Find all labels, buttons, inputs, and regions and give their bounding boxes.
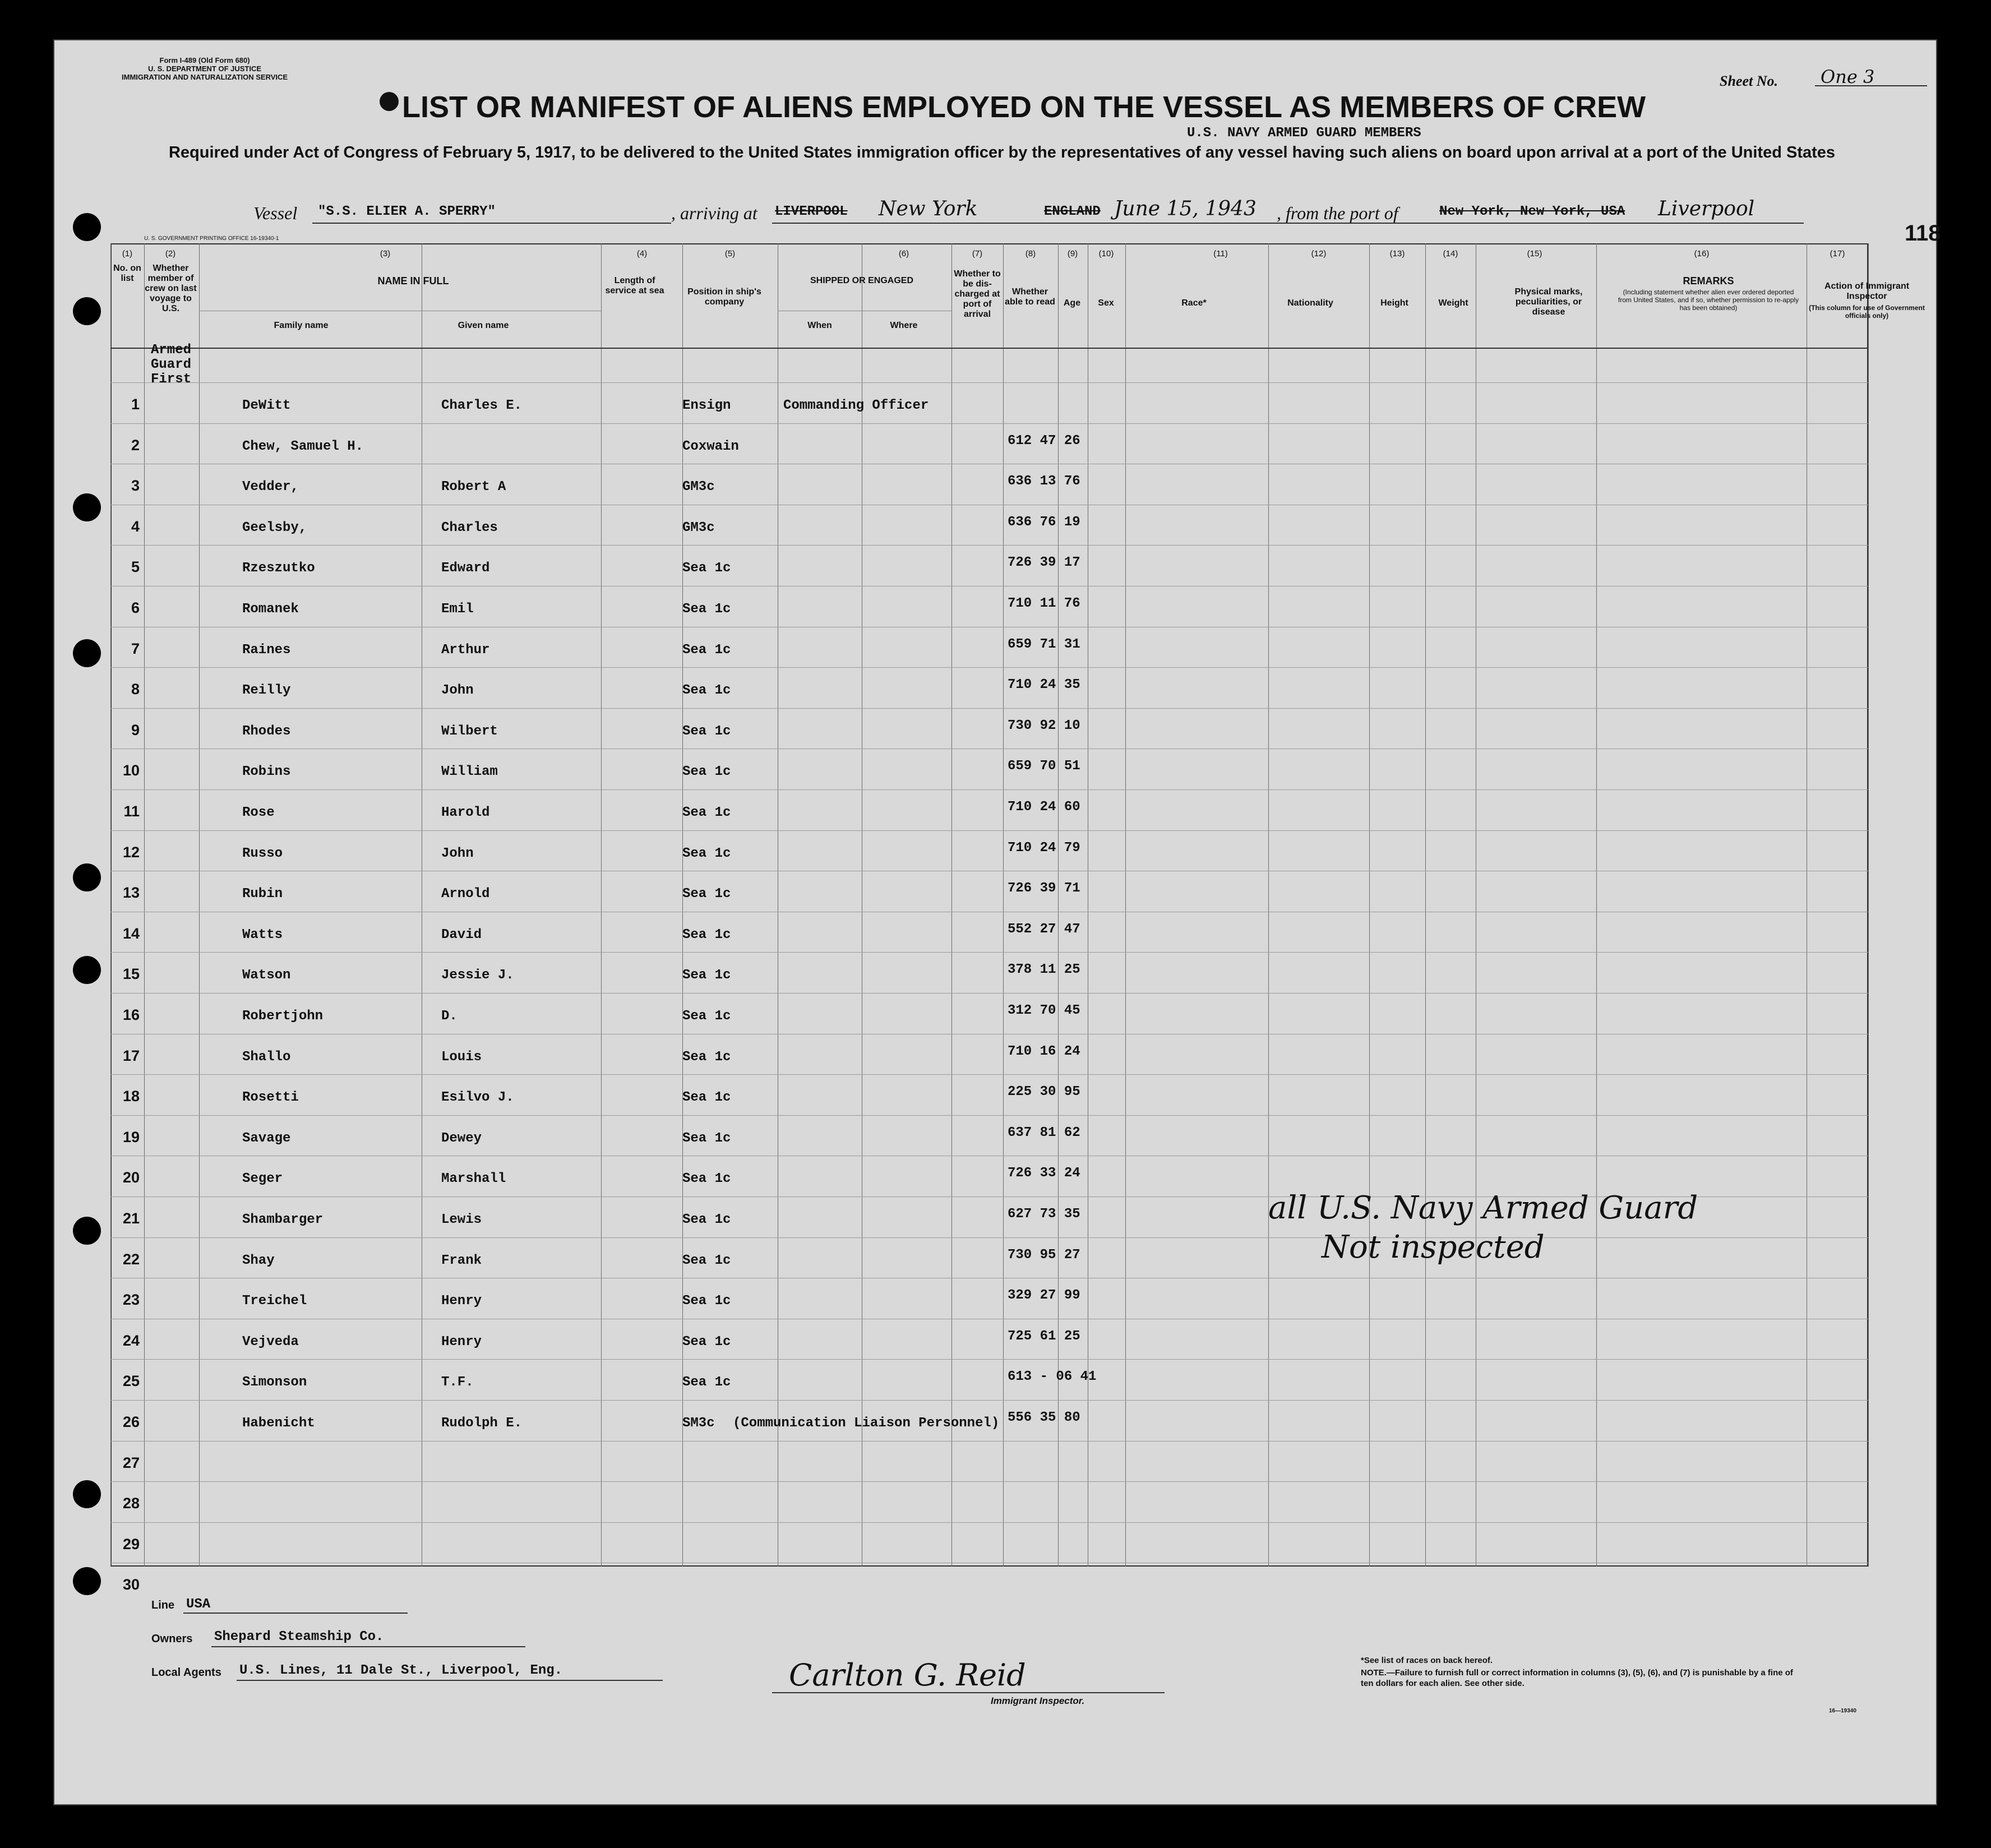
family-name: Shambarger <box>242 1212 324 1227</box>
service-number: 552 27 47 <box>1008 921 1080 937</box>
header-position: Position in ship's company <box>687 287 761 307</box>
position: Sea 1c <box>682 1375 731 1390</box>
races-note: *See list of races on back hereof. <box>1361 1656 1493 1665</box>
service-number: 659 70 51 <box>1008 759 1080 774</box>
row-number: 7 <box>131 640 140 657</box>
row-rule <box>110 667 1868 668</box>
service-number: 636 76 19 <box>1008 514 1080 530</box>
family-name: Vedder, <box>242 479 299 495</box>
family-name: Watson <box>242 968 291 983</box>
position: Sea 1c <box>682 1253 731 1268</box>
sheet-label: Sheet No. <box>1720 73 1778 89</box>
row-number: 10 <box>122 762 140 779</box>
family-name: Raines <box>242 642 291 658</box>
sheet-underline <box>1815 85 1927 86</box>
service-number: 659 71 31 <box>1008 636 1080 652</box>
row-number: 3 <box>131 477 140 495</box>
row-rule <box>110 1359 1868 1360</box>
family-name: Simonson <box>242 1375 307 1390</box>
family-name: Romanek <box>242 602 299 617</box>
position: Sea 1c <box>682 1009 731 1024</box>
given-name: Rudolph E. <box>441 1416 523 1431</box>
signature-underline <box>772 1692 1165 1693</box>
service-number: 637 81 62 <box>1008 1125 1080 1140</box>
row-number: 12 <box>122 843 140 861</box>
row-number: 30 <box>122 1576 140 1593</box>
family-name: Shallo <box>242 1049 291 1065</box>
from-port-typed: New York, New York, USA <box>1439 204 1625 219</box>
family-name: Robertjohn <box>242 1009 324 1024</box>
form-number-label: Form I-489 (Old Form 680) <box>159 56 250 64</box>
service-number: 710 24 60 <box>1008 800 1080 815</box>
header-nationality: Nationality <box>1287 298 1333 308</box>
from-port-label: , from the port of <box>1277 203 1398 223</box>
column-number: (7) <box>972 249 983 258</box>
position: Sea 1c <box>682 1171 731 1187</box>
column-rule <box>1596 243 1597 1567</box>
position: Sea 1c <box>682 1049 731 1065</box>
header-shipped-engaged: SHIPPED OR ENGAGED <box>810 276 914 285</box>
service-number: 556 35 80 <box>1008 1410 1080 1425</box>
position: Sea 1c <box>682 683 731 699</box>
column-number: (9) <box>1067 249 1078 258</box>
footer-agents-value: U.S. Lines, 11 Dale St., Liverpool, Eng. <box>239 1663 563 1678</box>
column-number: (11) <box>1213 249 1228 258</box>
position: SM3c <box>682 1416 715 1431</box>
remark-line-1: all U.S. Navy Armed Guard <box>1268 1190 1698 1226</box>
footer-line-value: USA <box>186 1597 211 1612</box>
header-remarks-detail: (Including statement whether alien ever ordered deported from United States, and if so, whether permission to re-apply has been obtained) <box>1618 288 1799 312</box>
header-where: Where <box>890 321 918 330</box>
remark-line-2: Not inspected <box>1322 1229 1545 1265</box>
header-action-inspector: Action of Immigrant Inspector <box>1824 281 1910 301</box>
position: Sea 1c <box>682 1130 731 1146</box>
column-rule <box>199 243 200 1567</box>
given-name: Wilbert <box>441 723 498 739</box>
column-rule <box>1125 243 1126 1567</box>
print-office: U. S. GOVERNMENT PRINTING OFFICE 16-19340-1 <box>144 235 279 242</box>
header-height: Height <box>1380 298 1408 308</box>
position: GM3c <box>682 479 715 495</box>
given-name: Lewis <box>441 1212 482 1227</box>
row-number: 27 <box>122 1454 140 1471</box>
manifest-sheet <box>53 39 1941 1805</box>
position-note: Commanding Officer <box>783 398 929 413</box>
given-name: David <box>441 927 482 943</box>
service-number: 726 39 17 <box>1008 555 1080 571</box>
header-physical-marks: Physical marks, peculiarities, or disease <box>1514 287 1583 317</box>
family-name: Treichel <box>242 1293 307 1309</box>
row-rule <box>110 993 1868 994</box>
service-number: 710 16 24 <box>1008 1043 1080 1059</box>
column-number: (17) <box>1830 249 1845 258</box>
family-name: Chew, Samuel H. <box>242 438 364 454</box>
column-number: (8) <box>1025 249 1036 258</box>
arriving-label: , arriving at <box>671 203 757 223</box>
family-name: Shay <box>242 1253 275 1268</box>
family-name: Habenicht <box>242 1416 315 1431</box>
position-note: (Communication Liaison Personnel) <box>733 1416 1000 1431</box>
arriving-handwritten: New York <box>879 197 978 220</box>
family-name: Rhodes <box>242 723 291 739</box>
row-rule <box>110 789 1868 790</box>
row-rule <box>110 1074 1868 1075</box>
header-crew-last-voyage: Whether member of crew on last voyage to U.S. <box>145 264 197 313</box>
column-rule <box>1268 243 1269 1567</box>
service-number: 636 13 76 <box>1008 474 1080 489</box>
ink-dot-icon <box>380 92 399 111</box>
punch-hole-icon <box>73 863 101 891</box>
column-number: (10) <box>1098 249 1114 258</box>
row-number: 18 <box>122 1088 140 1105</box>
header-name-in-full: NAME IN FULL <box>377 275 449 287</box>
given-name: Louis <box>441 1049 482 1065</box>
given-name: Robert A <box>441 479 506 495</box>
punch-hole-icon <box>73 1567 101 1595</box>
position: Sea 1c <box>682 1334 731 1350</box>
given-name: Dewey <box>441 1130 482 1146</box>
inspector-label: Immigrant Inspector. <box>991 1695 1085 1706</box>
position: Sea 1c <box>682 927 731 943</box>
vessel-name: "S.S. ELIER A. SPERRY" <box>318 204 496 219</box>
column-rule <box>144 243 145 1567</box>
family-name: Watts <box>242 927 283 943</box>
service-number: 225 30 95 <box>1008 1084 1080 1100</box>
punch-hole-icon <box>73 639 101 667</box>
footer-line-label: Line <box>151 1599 175 1611</box>
navy-note: U.S. NAVY ARMED GUARD MEMBERS <box>1187 126 1421 141</box>
column-rule <box>1003 243 1004 1567</box>
row-number: 16 <box>122 1006 140 1023</box>
given-name: John <box>441 846 474 861</box>
service-number: 312 70 45 <box>1008 1003 1080 1018</box>
row-rule <box>110 830 1868 831</box>
given-name: Charles <box>441 520 498 535</box>
family-name: Reilly <box>242 683 291 699</box>
row-rule <box>110 545 1868 546</box>
row-number: 20 <box>122 1169 140 1186</box>
service-number: 710 11 76 <box>1008 596 1080 611</box>
row-rule <box>110 382 1868 383</box>
column-rule <box>1868 243 1869 1567</box>
row-rule <box>110 952 1868 953</box>
service-number: 612 47 26 <box>1008 433 1080 449</box>
given-name: Jessie J. <box>441 968 514 983</box>
service-label: IMMIGRATION AND NATURALIZATION SERVICE <box>122 73 288 81</box>
service-number: 726 39 71 <box>1008 881 1080 897</box>
row-rule <box>110 1522 1868 1523</box>
given-name: Marshall <box>441 1171 506 1187</box>
family-name: Russo <box>242 846 283 861</box>
row-rule <box>110 1441 1868 1442</box>
given-name: Henry <box>441 1293 482 1309</box>
position: Sea 1c <box>682 764 731 780</box>
footer-line-underline <box>183 1613 408 1614</box>
row-rule <box>110 1115 1868 1116</box>
service-number: 627 73 35 <box>1008 1207 1080 1222</box>
from-port-handwritten: Liverpool <box>1658 197 1755 220</box>
position: Sea 1c <box>682 1293 731 1309</box>
row-rule <box>110 1400 1868 1401</box>
row-number: 2 <box>131 436 140 454</box>
header-given-name: Given name <box>458 321 509 330</box>
given-name: William <box>441 764 498 780</box>
service-number: 613 - 06 41 <box>1008 1369 1097 1385</box>
vessel-underline <box>312 223 671 224</box>
subtitle: Required under Act of Congress of February 5, 1917, to be delivered to the United States immigration officer by the representatives of any vessel having such aliens on board upon arrival at a port of the United States <box>168 144 1836 161</box>
family-name: Rosetti <box>242 1090 299 1106</box>
row-number: 23 <box>122 1291 140 1309</box>
position: Sea 1c <box>682 602 731 617</box>
header-remarks: REMARKS <box>1683 275 1734 287</box>
footer-owners-value: Shepard Steamship Co. <box>214 1629 384 1644</box>
header-rule <box>110 348 1868 349</box>
row-number: 22 <box>122 1250 140 1268</box>
column-rule <box>1425 243 1426 1567</box>
column-rule <box>1369 243 1370 1567</box>
footer-owners-underline <box>211 1646 525 1647</box>
family-name: Rzeszutko <box>242 561 315 576</box>
given-name: Charles E. <box>441 398 523 413</box>
given-name: Harold <box>441 805 490 820</box>
form-page-number: 118 <box>1905 221 1941 246</box>
row-number: 9 <box>131 721 140 738</box>
family-name: Seger <box>242 1171 283 1187</box>
row-number: 11 <box>123 803 140 820</box>
row-rule <box>110 708 1868 709</box>
given-name: Esilvo J. <box>441 1090 514 1106</box>
family-name: Vejveda <box>242 1334 299 1350</box>
header-action-detail: (This column for use of Government officials only) <box>1809 304 1925 320</box>
form-header <box>122 56 288 81</box>
given-name: Frank <box>441 1253 482 1268</box>
department-label: U. S. DEPARTMENT OF JUSTICE <box>148 64 262 73</box>
position: Sea 1c <box>682 846 731 861</box>
print-code: 16—19340 <box>1829 1708 1856 1714</box>
row-rule <box>110 423 1868 424</box>
given-name: John <box>441 683 474 699</box>
header-when: When <box>807 321 832 330</box>
column-number: (13) <box>1389 249 1405 258</box>
given-name: Arnold <box>441 886 490 902</box>
row-number: 15 <box>122 965 140 983</box>
service-number: 710 24 35 <box>1008 677 1080 693</box>
row-number: 13 <box>122 884 140 902</box>
column-number: (12) <box>1311 249 1327 258</box>
family-name: Geelsby, <box>242 520 307 535</box>
header-age: Age <box>1063 298 1081 308</box>
column-number: (2) <box>165 249 176 258</box>
header-weight: Weight <box>1438 298 1468 308</box>
sheet-number: One 3 <box>1821 66 1875 87</box>
given-name: Edward <box>441 561 490 576</box>
country-typed: ENGLAND <box>1044 204 1101 219</box>
column-rule <box>951 243 952 1567</box>
position: Sea 1c <box>682 805 731 820</box>
position: Sea 1c <box>682 1212 731 1227</box>
inspector-signature: Carlton G. Reid <box>789 1657 1026 1693</box>
row-number: 6 <box>131 599 140 616</box>
position: Sea 1c <box>682 642 731 658</box>
family-name: Savage <box>242 1130 291 1146</box>
given-name: Arthur <box>441 642 490 658</box>
position: Ensign <box>682 398 731 413</box>
document-title: LIST OR MANIFEST OF ALIENS EMPLOYED ON THE VESSEL AS MEMBERS OF CREW <box>402 90 1646 124</box>
header-able-to-read: Whether able to read <box>1005 287 1055 307</box>
service-number: 329 27 99 <box>1008 1288 1080 1304</box>
position: Sea 1c <box>682 968 731 983</box>
column-number: (15) <box>1527 249 1542 258</box>
footer-agents-underline <box>237 1680 663 1681</box>
group-label: Armed Guard First <box>150 343 191 387</box>
row-number: 17 <box>122 1047 140 1064</box>
vessel-label: Vessel <box>253 203 298 223</box>
given-name: Emil <box>441 602 474 617</box>
punch-hole-icon <box>73 493 101 521</box>
footer-owners-label: Owners <box>151 1633 193 1645</box>
arrival-date: June 15, 1943 <box>1114 197 1256 220</box>
footer-agents-label: Local Agents <box>151 1666 221 1679</box>
given-name: T.F. <box>441 1375 474 1390</box>
service-number: 725 61 25 <box>1008 1328 1080 1344</box>
family-name: DeWitt <box>242 398 291 413</box>
row-number: 1 <box>131 396 140 413</box>
row-number: 25 <box>122 1373 140 1390</box>
row-number: 26 <box>122 1413 140 1430</box>
row-number: 5 <box>131 558 140 576</box>
row-number: 28 <box>122 1495 140 1512</box>
row-number: 21 <box>122 1210 140 1227</box>
punch-hole-icon <box>73 297 101 325</box>
column-number: (1) <box>122 249 133 258</box>
position: Sea 1c <box>682 886 731 902</box>
column-number: (3) <box>380 249 391 258</box>
table-frame <box>110 243 1868 1567</box>
arriving-typed: LIVERPOOL <box>775 204 848 219</box>
row-number: 4 <box>131 518 140 535</box>
punch-hole-icon <box>73 213 101 241</box>
header-length-service: Length of service at sea <box>605 276 664 295</box>
family-name: Rose <box>242 805 275 820</box>
punch-hole-icon <box>73 1217 101 1245</box>
header-race: Race* <box>1181 298 1207 308</box>
punch-hole-icon <box>73 956 101 984</box>
row-rule <box>110 1237 1868 1238</box>
position: Sea 1c <box>682 561 731 576</box>
row-number: 14 <box>122 925 140 942</box>
column-number: (16) <box>1694 249 1710 258</box>
given-name: D. <box>441 1009 458 1024</box>
row-number: 8 <box>131 681 140 698</box>
position: GM3c <box>682 520 715 535</box>
column-number: (14) <box>1443 249 1458 258</box>
column-number: (6) <box>898 249 909 258</box>
header-sex: Sex <box>1098 298 1114 308</box>
header-family-name: Family name <box>274 321 329 330</box>
position: Sea 1c <box>682 1090 731 1106</box>
row-number: 24 <box>122 1332 140 1349</box>
column-number: (5) <box>724 249 736 258</box>
position: Coxwain <box>682 438 739 454</box>
punch-hole-icon <box>73 1480 101 1508</box>
given-name: Henry <box>441 1334 482 1350</box>
family-name: Robins <box>242 764 291 780</box>
service-number: 726 33 24 <box>1008 1166 1080 1181</box>
family-name: Rubin <box>242 886 283 902</box>
service-number: 730 95 27 <box>1008 1247 1080 1263</box>
port-underline <box>772 223 1804 224</box>
position: Sea 1c <box>682 723 731 739</box>
row-rule <box>110 1481 1868 1482</box>
row-number: 19 <box>122 1128 140 1145</box>
header-discharged: Whether to be dis-charged at port of arrival <box>954 269 1001 319</box>
service-number: 730 92 10 <box>1008 718 1080 733</box>
column-number: (4) <box>636 249 648 258</box>
penalty-note: NOTE.—Failure to furnish full or correct information in columns (3), (5), (6), and (7) is punishable by a fine of ten dollars for each alien. See other side. <box>1361 1668 1793 1688</box>
column-rule <box>601 243 602 1567</box>
service-number: 378 11 25 <box>1008 962 1080 978</box>
service-number: 710 24 79 <box>1008 840 1080 856</box>
row-number: 29 <box>122 1535 140 1553</box>
header-no-on-list: No. on list <box>113 264 141 283</box>
